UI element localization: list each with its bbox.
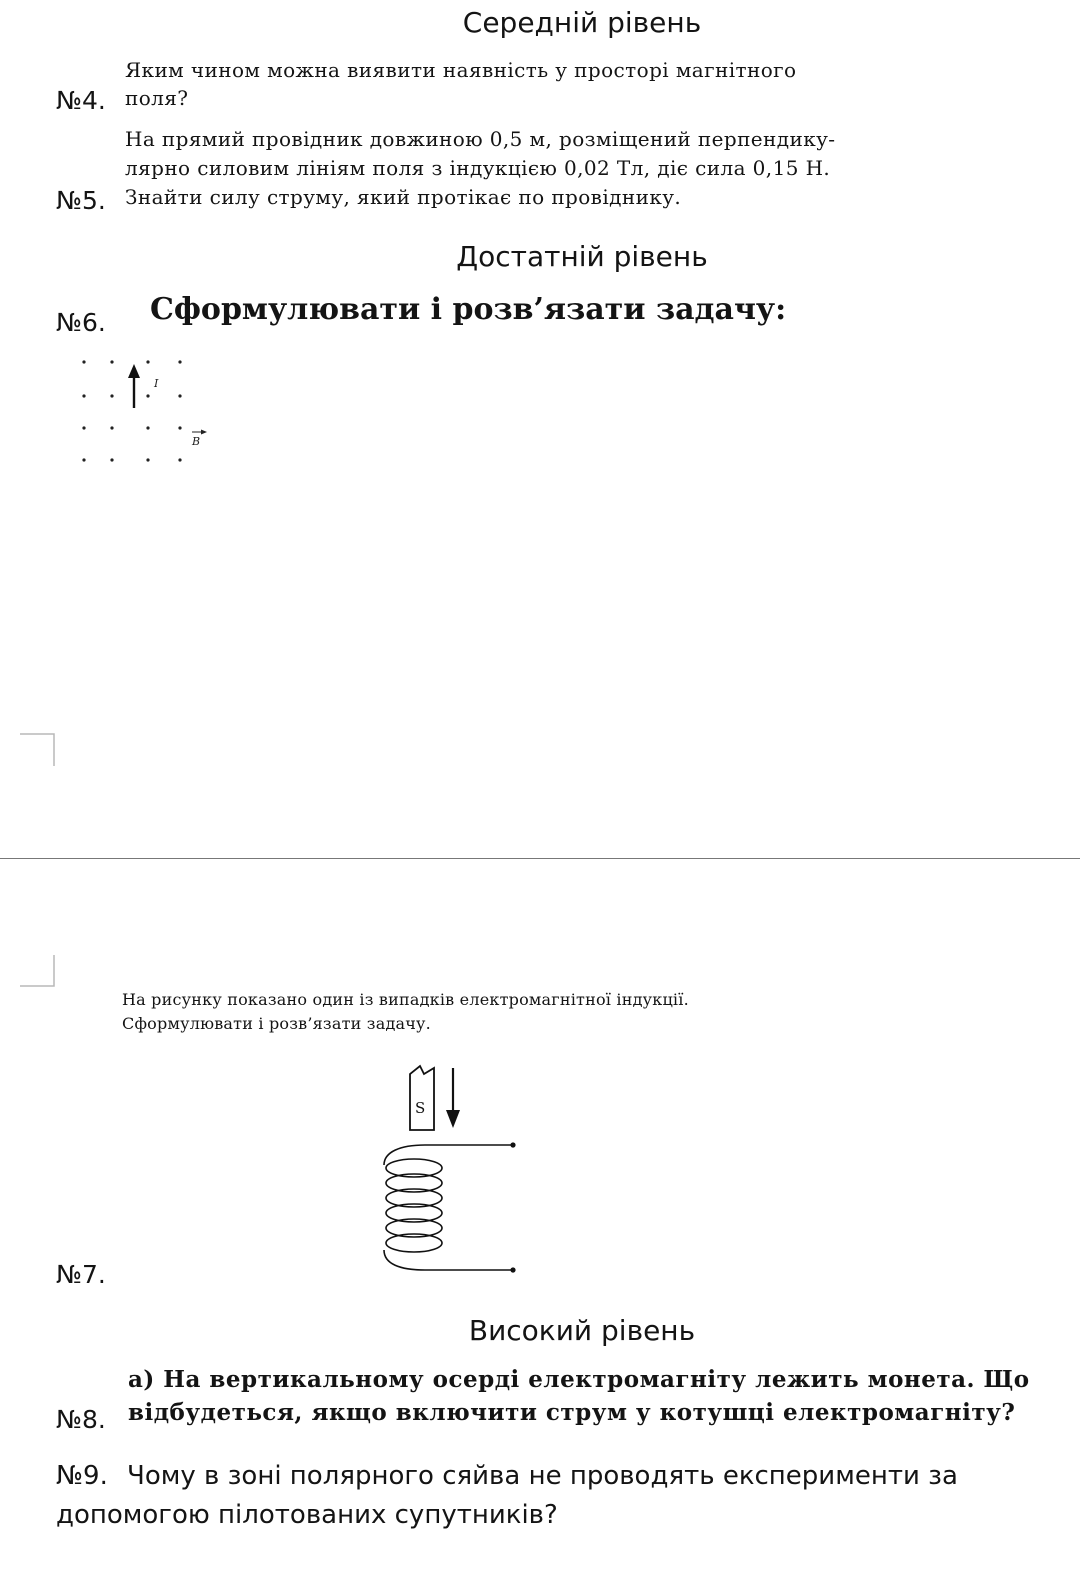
task4-line1: Яким чином можна виявити наявність у просторі магнітного [125, 58, 797, 82]
task9-number: №9. [56, 1461, 108, 1491]
task6-number: №6. [56, 308, 106, 337]
current-label: I [154, 377, 159, 390]
task9-line1: Чому в зоні полярного сяйва не проводять експерименти за [127, 1461, 958, 1491]
task9-line2: допомогою пілотованих супутників? [56, 1500, 558, 1530]
task5-number: №5. [56, 186, 106, 215]
terminal-top [510, 1142, 515, 1147]
task5-line3: Знайти силу струму, який протікає по провіднику. [125, 185, 682, 209]
section-heading-sufficient: Достатній рівень [456, 240, 708, 273]
motion-arrow [446, 1068, 460, 1128]
task5-line1: На прямий провідник довжиною 0,5 м, розміщений перпендику- [125, 127, 836, 151]
current-arrow [128, 364, 140, 408]
task5-line2: лярно силовим лініям поля з індукцією 0,02 Тл, діє сила 0,15 Н. [125, 156, 831, 180]
task4-line2: поля? [125, 86, 189, 110]
task4-number: №4. [56, 86, 106, 115]
task7-induction-figure [370, 1060, 540, 1290]
task8-line1: а) На вертикальному осерді електромагніту лежить монета. Що [128, 1366, 1030, 1393]
terminal-bottom [510, 1267, 515, 1272]
task8-line2: відбудеться, якщо включити струм у котушці електромагніту? [128, 1399, 1016, 1426]
crop-mark-bottom [20, 955, 60, 995]
task8-number: №8. [56, 1405, 106, 1434]
page-divider [0, 858, 1080, 859]
task7-line1: На рисунку показано один із випадків електромагнітної індукції. [122, 990, 689, 1009]
task6-text: Сформулювати і розв’язати задачу: [150, 292, 787, 327]
coil [384, 1145, 515, 1270]
task7-number: №7. [56, 1260, 106, 1289]
section-heading-high: Високий рівень [468, 1314, 696, 1347]
section-heading-medium: Середній рівень [462, 6, 702, 39]
field-vector-head [201, 430, 207, 435]
crop-mark-top [20, 730, 60, 770]
task7-line2: Сформулювати і розв’язати задачу. [122, 1014, 431, 1033]
field-label: B [192, 435, 201, 448]
magnet [410, 1066, 434, 1130]
magnet-pole-label: S [415, 1099, 426, 1117]
task6-field-figure [70, 350, 230, 480]
